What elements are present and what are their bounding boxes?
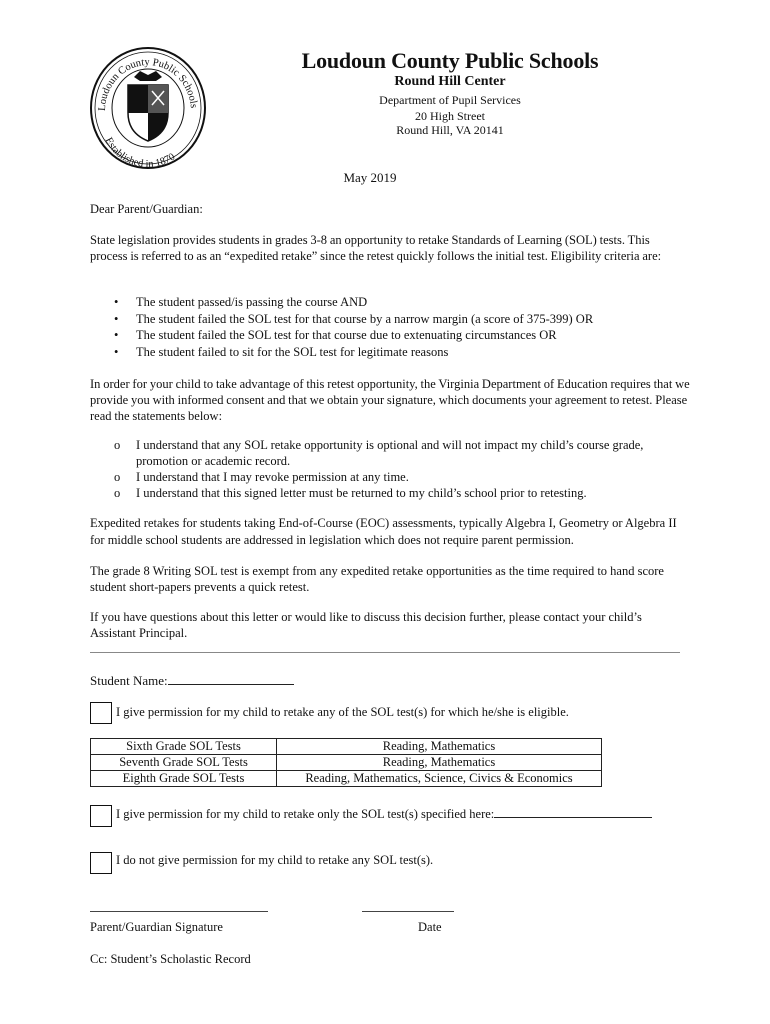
seal-ring-top: Loudoun County Public Schools xyxy=(96,56,199,112)
tests-cell: Reading, Mathematics xyxy=(277,739,602,755)
city-address: Round Hill, VA 20141 xyxy=(396,123,504,137)
permission-specified-label: I give permission for my child to retake only the SOL test(s) specified here: xyxy=(116,807,495,821)
street-address: 20 High Street xyxy=(415,109,485,123)
statement-item: o I understand that this signed letter must be returned to my child’s school prior to retesting. xyxy=(90,485,690,501)
signature-label: Parent/Guardian Signature xyxy=(90,920,223,934)
department-name: Department of Pupil Services xyxy=(379,93,521,107)
table-row xyxy=(91,771,602,787)
table-row xyxy=(91,755,602,771)
permission-all-label: I give permission for my child to retake any of the SOL test(s) for which he/she is eligible. xyxy=(116,705,569,719)
sol-tests-table xyxy=(90,738,602,787)
letter-date: May 2019 xyxy=(343,170,397,185)
seal-ring-bottom: Established in 1870 xyxy=(102,135,178,170)
specified-tests-field[interactable] xyxy=(494,805,652,818)
permission-specified-checkbox[interactable] xyxy=(90,805,112,827)
permission-specified-row xyxy=(116,805,716,822)
criteria-item: • The student failed the SOL test for that course due to extenuating circumstances OR xyxy=(90,327,593,344)
permission-none-checkbox[interactable] xyxy=(90,852,112,874)
divider xyxy=(90,652,680,653)
intro-paragraph: State legislation provides students in grades 3-8 an opportunity to retake Standards of Learning (SOL) tests. This process is referred to as an “expedited retake” since the retest quickly follows the initial test. Eligibility criteria are: xyxy=(90,233,662,263)
permission-none-label: I do not give permission for my child to retake any SOL test(s). xyxy=(116,853,434,867)
statement-item: o I understand that I may revoke permission at any time. xyxy=(90,469,690,485)
school-seal xyxy=(88,45,208,170)
date-field[interactable] xyxy=(362,911,454,912)
student-name-label: Student Name: xyxy=(90,673,168,688)
consent-statements-list xyxy=(90,437,690,501)
criteria-item: • The student failed the SOL test for that course by a narrow margin (a score of 375-399) OR xyxy=(90,311,593,328)
grade-cell: Sixth Grade SOL Tests xyxy=(91,739,277,755)
center-name: Round Hill Center xyxy=(394,74,506,89)
permission-all-checkbox[interactable] xyxy=(90,702,112,724)
consent-intro-paragraph: In order for your child to take advantage of this retest opportunity, the Virginia Department of Education requires that we provide you with informed consent and that we obtain your signature, which documents your agreement to retest. Please read the statements below: xyxy=(90,377,690,423)
questions-paragraph: If you have questions about this letter or would like to discuss this decision further, please contact your child’s Assistant Principal. xyxy=(90,610,642,640)
grade-cell: Seventh Grade SOL Tests xyxy=(91,755,277,771)
criteria-item: • The student passed/is passing the course AND xyxy=(90,294,593,311)
grade-cell: Eighth Grade SOL Tests xyxy=(91,771,277,787)
salutation: Dear Parent/Guardian: xyxy=(90,202,203,216)
tests-cell: Reading, Mathematics xyxy=(277,755,602,771)
eoc-paragraph: Expedited retakes for students taking End-of-Course (EOC) assessments, typically Algebra I, Geometry or Algebra II for middle school students are addressed in legislation which does not require parent permission. xyxy=(90,516,677,547)
tests-cell: Reading, Mathematics, Science, Civics & Economics xyxy=(277,771,602,787)
grade8-paragraph: The grade 8 Writing SOL test is exempt from any expedited retake opportunities as the time required to hand score student short-papers prevents a quick retest. xyxy=(90,564,664,594)
student-name-row xyxy=(90,672,690,689)
eligibility-criteria-list xyxy=(90,294,593,360)
cc-line: Cc: Student’s Scholastic Record xyxy=(90,952,251,966)
criteria-item: • The student failed to sit for the SOL test for legitimate reasons xyxy=(90,344,593,361)
svg-text:Established in 1870 xyxy=(103,136,178,170)
school-name: Loudoun County Public Schools xyxy=(301,48,599,73)
table-row xyxy=(91,739,602,755)
signature-field[interactable] xyxy=(90,911,268,912)
student-name-field[interactable] xyxy=(168,672,294,685)
statement-item: o I understand that any SOL retake opportunity is optional and will not impact my child’s course grade, promotion or academic record. xyxy=(90,437,690,469)
date-label: Date xyxy=(418,920,442,934)
